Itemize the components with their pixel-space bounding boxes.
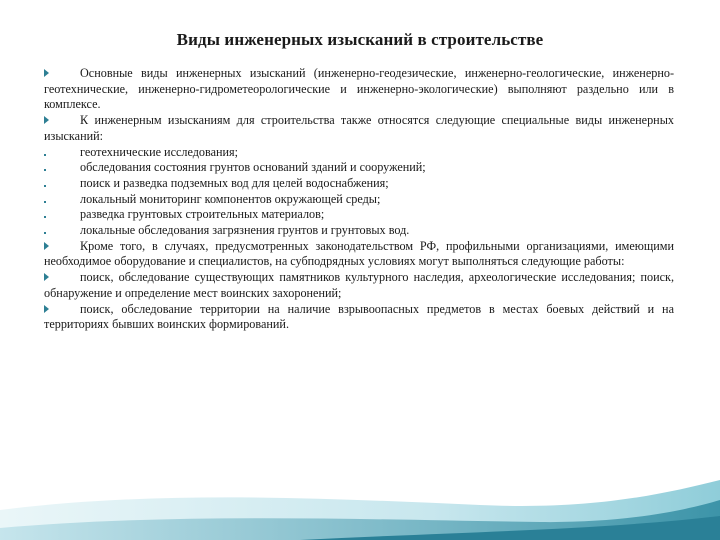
bullet-item bbox=[44, 160, 674, 176]
bullet-item bbox=[44, 192, 674, 208]
arrow-bullet-icon bbox=[44, 113, 80, 129]
main-paragraph bbox=[44, 239, 674, 270]
paragraph-text: локальные обследования загрязнения грунтов и грунтовых вод. bbox=[80, 223, 410, 238]
main-paragraph bbox=[44, 302, 674, 333]
dot-bullet-icon bbox=[44, 207, 80, 223]
arrow-bullet-icon bbox=[44, 302, 80, 318]
bullet-item bbox=[44, 207, 674, 223]
content-body bbox=[44, 66, 674, 333]
dot-bullet-icon bbox=[44, 160, 80, 176]
bullet-item bbox=[44, 223, 674, 239]
bullet-item bbox=[44, 176, 674, 192]
bullet-item bbox=[44, 145, 674, 161]
decorative-wave-band bbox=[0, 450, 720, 540]
arrow-bullet-icon bbox=[44, 239, 80, 255]
paragraph-text: Основные виды инженерных изысканий (инженерно-геодезические, инженерно-геологические, инженерно-геотехнические, инженерно-гидрометеорологические и инженерно-экологические) выполняют раздельно или в комплексе. bbox=[44, 66, 674, 112]
arrow-bullet-icon bbox=[44, 270, 80, 286]
paragraph-text: поиск и разведка подземных вод для целей водоснабжения; bbox=[80, 175, 389, 190]
paragraph-text: поиск, обследование существующих памятников культурного наследия, археологические исследования; поиск, обнаружение и определение мест воинских захоронений; bbox=[44, 270, 674, 300]
paragraph-text: обследования состояния грунтов оснований зданий и сооружений; bbox=[80, 160, 426, 175]
paragraph-text: К инженерным изысканиям для строительства также относятся следующие специальные виды инженерных изысканий: bbox=[44, 113, 674, 143]
dot-bullet-icon bbox=[44, 192, 80, 208]
paragraph-text: локальный мониторинг компонентов окружающей среды; bbox=[80, 191, 381, 206]
main-paragraph bbox=[44, 113, 674, 144]
dot-bullet-icon bbox=[44, 145, 80, 161]
arrow-bullet-icon bbox=[44, 66, 80, 82]
paragraph-text: Кроме того, в случаях, предусмотренных законодательством РФ, профильными организациями, имеющими необходимое оборудование и специалистов, на субподрядных условиях могут выполняться следующие работы: bbox=[44, 238, 674, 269]
main-paragraph bbox=[44, 270, 674, 301]
paragraph-text: разведка грунтовых строительных материалов; bbox=[80, 207, 325, 222]
paragraph-text: геотехнические исследования; bbox=[80, 144, 239, 159]
dot-bullet-icon bbox=[44, 223, 80, 239]
dot-bullet-icon bbox=[44, 176, 80, 192]
paragraph-text: поиск, обследование территории на наличие взрывоопасных предметов в местах боевых действий и на территориях бывших воинских формирований. bbox=[44, 301, 674, 332]
main-paragraph bbox=[44, 66, 674, 113]
slide-title: Виды инженерных изысканий в строительстве bbox=[176, 30, 544, 49]
